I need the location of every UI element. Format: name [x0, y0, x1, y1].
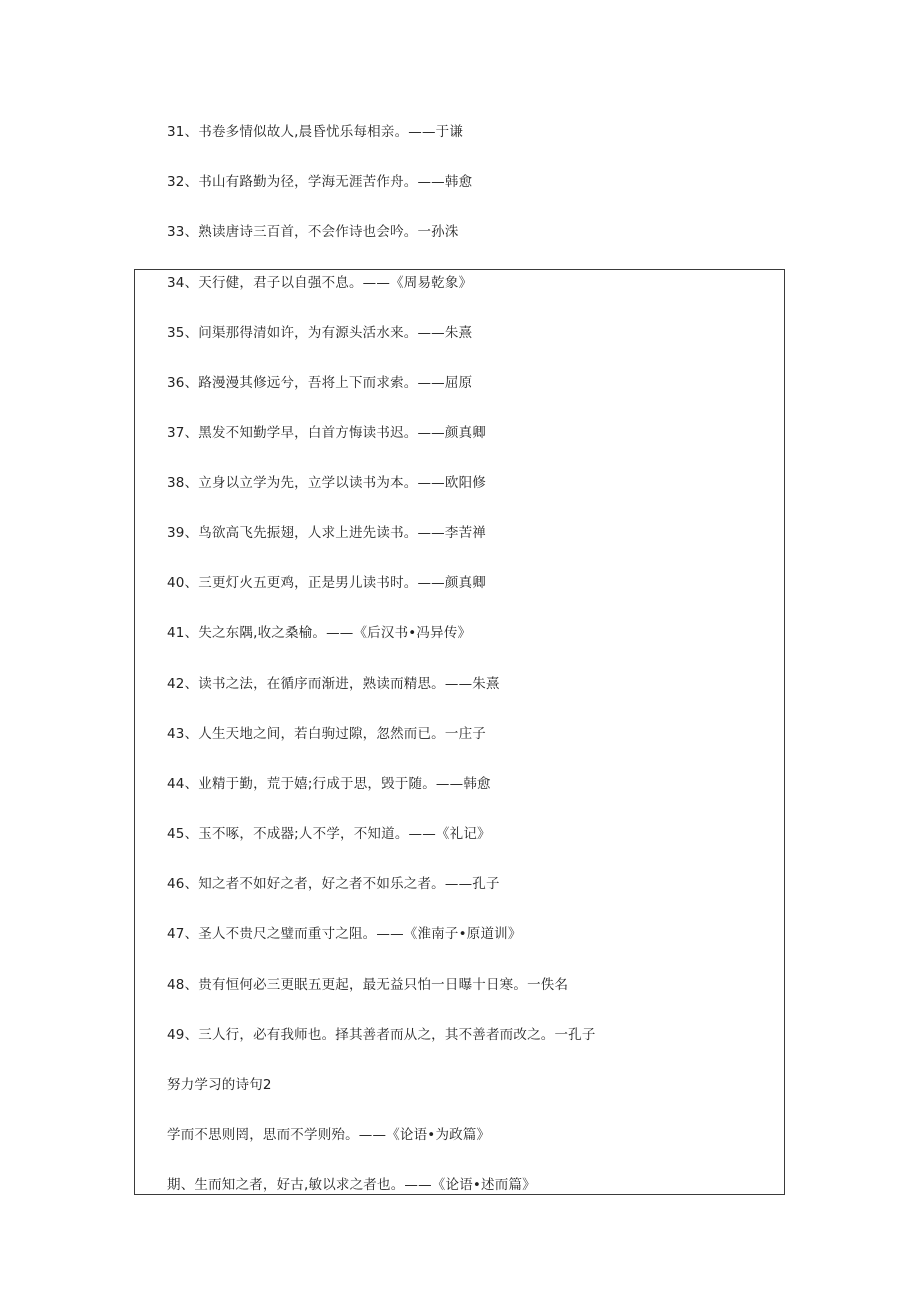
quote-line-48: 48、贵有恒何必三更眠五更起，最无益只怕一日曝十日寒。一佚名 [167, 977, 569, 993]
quote-line-49: 49、三人行，必有我师也。择其善者而从之，其不善者而改之。一孔子 [167, 1027, 596, 1043]
quote-line-45: 45、玉不啄，不成器;人不学，不知道。——《礼记》 [167, 826, 491, 842]
quote-line-38: 38、立身以立学为先，立学以读书为本。——欧阳修 [167, 475, 486, 491]
quote-line-34: 34、天行健，君子以自强不息。——《周易乾象》 [167, 275, 473, 291]
quote-line-47: 47、圣人不贵尺之璧而重寸之阻。——《淮南子•原道训》 [167, 926, 522, 942]
quote-line-analects-1: 学而不思则罔，思而不学则殆。——《论语•为政篇》 [167, 1127, 491, 1143]
quote-line-46: 46、知之者不如好之者，好之者不如乐之者。——孔子 [167, 876, 500, 892]
quote-line-37: 37、黑发不知勤学早，白首方悔读书迟。——颜真卿 [167, 425, 486, 441]
quote-line-35: 35、问渠那得清如许，为有源头活水来。——朱熹 [167, 325, 473, 341]
quote-line-43: 43、人生天地之间，若白驹过隙，忽然而已。一庄子 [167, 726, 486, 742]
quote-line-31: 31、书卷多情似故人,晨昏忧乐每相亲。——于谦 [167, 124, 464, 140]
quote-line-44: 44、业精于勤，荒于嬉;行成于思，毁于随。——韩愈 [167, 776, 491, 792]
quote-line-41: 41、失之东隅,收之桑榆。——《后汉书•冯异传》 [167, 625, 472, 641]
quote-line-33: 33、熟读唐诗三百首，不会作诗也会吟。一孙洙 [167, 224, 459, 240]
quote-line-36: 36、路漫漫其修远兮，吾将上下而求索。——屈原 [167, 375, 473, 391]
quote-line-39: 39、鸟欲高飞先振翅，人求上进先读书。——李苦禅 [167, 525, 486, 541]
quote-line-32: 32、书山有路勤为径，学海无涯苦作舟。——韩愈 [167, 174, 473, 190]
quote-line-analects-2: 期、生而知之者，好古,敏以求之者也。——《论语•述而篇》 [167, 1177, 536, 1193]
quote-line-40: 40、三更灯火五更鸡，正是男儿读书时。——颜真卿 [167, 575, 486, 591]
quote-line-42: 42、读书之法，在循序而渐进，熟读而精思。——朱熹 [167, 676, 500, 692]
section-heading: 努力学习的诗句2 [167, 1077, 272, 1093]
